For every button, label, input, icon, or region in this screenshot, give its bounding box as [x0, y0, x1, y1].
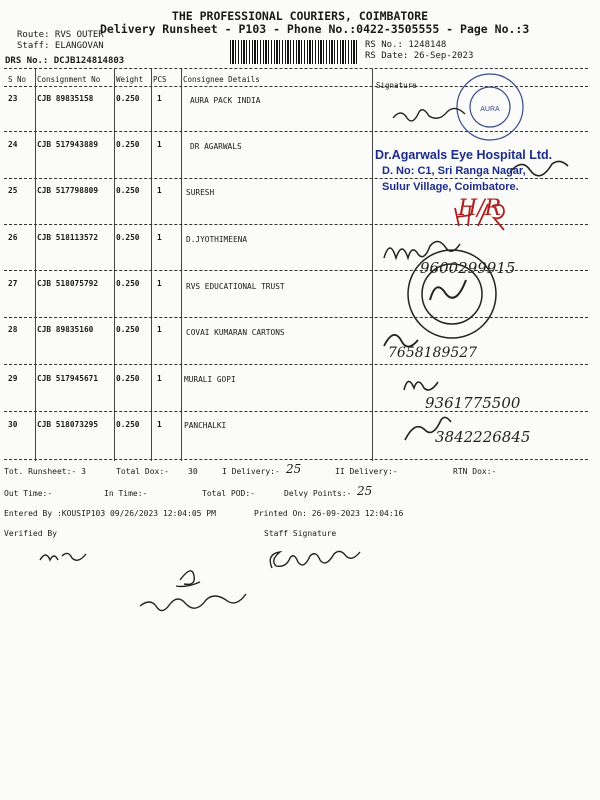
row-consignee: D.JYOTHIMEENA [186, 235, 248, 244]
agarwals-stamp-line2: D. No: C1, Sri Ranga Nagar, [382, 165, 526, 177]
total-dox-label: Total Dox:- [116, 467, 169, 476]
row26-phone: 9600299915 [420, 259, 516, 277]
route-label: Route: RVS OUTER [17, 30, 104, 40]
row29-phone: 9361775500 [425, 394, 521, 412]
tot-runsheet: Tot. Runsheet:- 3 [4, 467, 86, 476]
rs-date: RS Date: 26-Sep-2023 [365, 51, 474, 61]
printed-on: Printed On: 26-09-2023 12:04:16 [254, 509, 404, 518]
svg-text:AURA: AURA [480, 106, 500, 113]
rs-number: RS No.: 1248148 [365, 40, 447, 50]
i-delivery-label: I Delivery:- [222, 467, 280, 476]
row-consignment: CJB 517943889 [37, 140, 99, 149]
staff-label: Staff: ELANGOVAN [17, 41, 104, 51]
row-sno: 30 [8, 420, 18, 429]
row25-handwriting: H/R [458, 196, 502, 221]
row-weight: 0.250 [116, 374, 140, 383]
row-consignee: RVS EDUCATIONAL TRUST [186, 282, 285, 291]
row-weight: 0.250 [116, 420, 140, 429]
row-weight: 0.250 [116, 279, 140, 288]
rtn-dox-label: RTN Dox:- [453, 467, 497, 476]
out-time-label: Out Time:- [4, 489, 53, 498]
row-weight: 0.250 [116, 140, 140, 149]
verified-by-label: Verified By [4, 529, 57, 538]
verified-by-signature-2 [176, 571, 200, 587]
i-delivery-value: 25 [286, 462, 302, 476]
row-pcs: 1 [157, 420, 162, 429]
row-consignee: MURALI GOPI [184, 375, 236, 384]
column-header-consignment: Consignment No [37, 75, 101, 84]
column-header-weight: Weight [116, 75, 144, 84]
row-consignment: CJB 89835160 [37, 325, 94, 334]
delvy-points-label: Delvy Points:- [284, 489, 352, 498]
row-pcs: 1 [157, 94, 162, 103]
runsheet-subtitle: Delivery Runsheet - P103 - Phone No.:0422-3505555 - Page No.:3 [100, 22, 530, 36]
staff-signature-mark [270, 551, 360, 568]
row-weight: 0.250 [116, 325, 140, 334]
row-sno: 24 [8, 140, 18, 149]
row-consignee: PANCHALKI [184, 421, 227, 430]
in-time-label: In Time:- [104, 489, 148, 498]
drs-number: DRS No.: DCJB124814803 [5, 56, 125, 66]
row-sno: 28 [8, 325, 18, 334]
row-weight: 0.250 [116, 94, 140, 103]
row-pcs: 1 [157, 325, 162, 334]
row-consignment: CJB 518075792 [37, 279, 99, 288]
row-weight: 0.250 [116, 233, 140, 242]
row-consignment: CJB 89835158 [37, 94, 94, 103]
entered-by: Entered By :KOUSIP103 09/26/2023 12:04:05 PM [4, 509, 216, 518]
verified-by-signature-1 [40, 553, 86, 560]
row-weight: 0.250 [116, 186, 140, 195]
row-consignee: COVAI KUMARAN CARTONS [186, 328, 285, 337]
company-title: THE PROFESSIONAL COURIERS, COIMBATORE [171, 9, 429, 23]
column-header-consignee: Consignee Details [183, 75, 260, 84]
row-consignment: CJB 517945671 [37, 374, 99, 383]
row-pcs: 1 [157, 140, 162, 149]
total-pod-label: Total POD:- [202, 489, 255, 498]
row29-signature [404, 381, 438, 390]
row23-signature [393, 108, 465, 120]
row-sno: 29 [8, 374, 18, 383]
agarwals-stamp-line3: Sulur Village, Coimbatore. [382, 181, 519, 193]
row-pcs: 1 [157, 279, 162, 288]
row-consignee: AURA PACK INDIA [190, 96, 261, 105]
row-consignment: CJB 518073295 [37, 420, 99, 429]
column-header-pcs: PCS [153, 75, 167, 84]
column-header-sno: S No [8, 75, 27, 84]
column-header-signature: Signature [376, 81, 417, 90]
row-sno: 27 [8, 279, 18, 288]
row-consignment: CJB 517798809 [37, 186, 99, 195]
staff-signature-label: Staff Signature [264, 529, 337, 538]
ii-delivery-label: II Delivery:- [335, 467, 398, 476]
delvy-points-value: 25 [357, 484, 373, 498]
row-pcs: 1 [157, 186, 162, 195]
row-consignment: CJB 518113572 [37, 233, 99, 242]
row-sno: 25 [8, 186, 18, 195]
row-consignee: DR AGARWALS [190, 142, 242, 151]
row30-phone: 3842226845 [435, 428, 531, 446]
row-consignee: SURESH [186, 188, 215, 197]
aura-pack-stamp [457, 74, 523, 140]
total-dox-value: 30 [188, 467, 198, 476]
row-sno: 23 [8, 94, 18, 103]
row-sno: 26 [8, 233, 18, 242]
row-pcs: 1 [157, 374, 162, 383]
row28-phone: 7658189527 [388, 345, 478, 361]
verified-by-signature-3 [140, 594, 246, 611]
agarwals-stamp-line1: Dr.Agarwals Eye Hospital Ltd. [375, 148, 553, 162]
row-pcs: 1 [157, 233, 162, 242]
